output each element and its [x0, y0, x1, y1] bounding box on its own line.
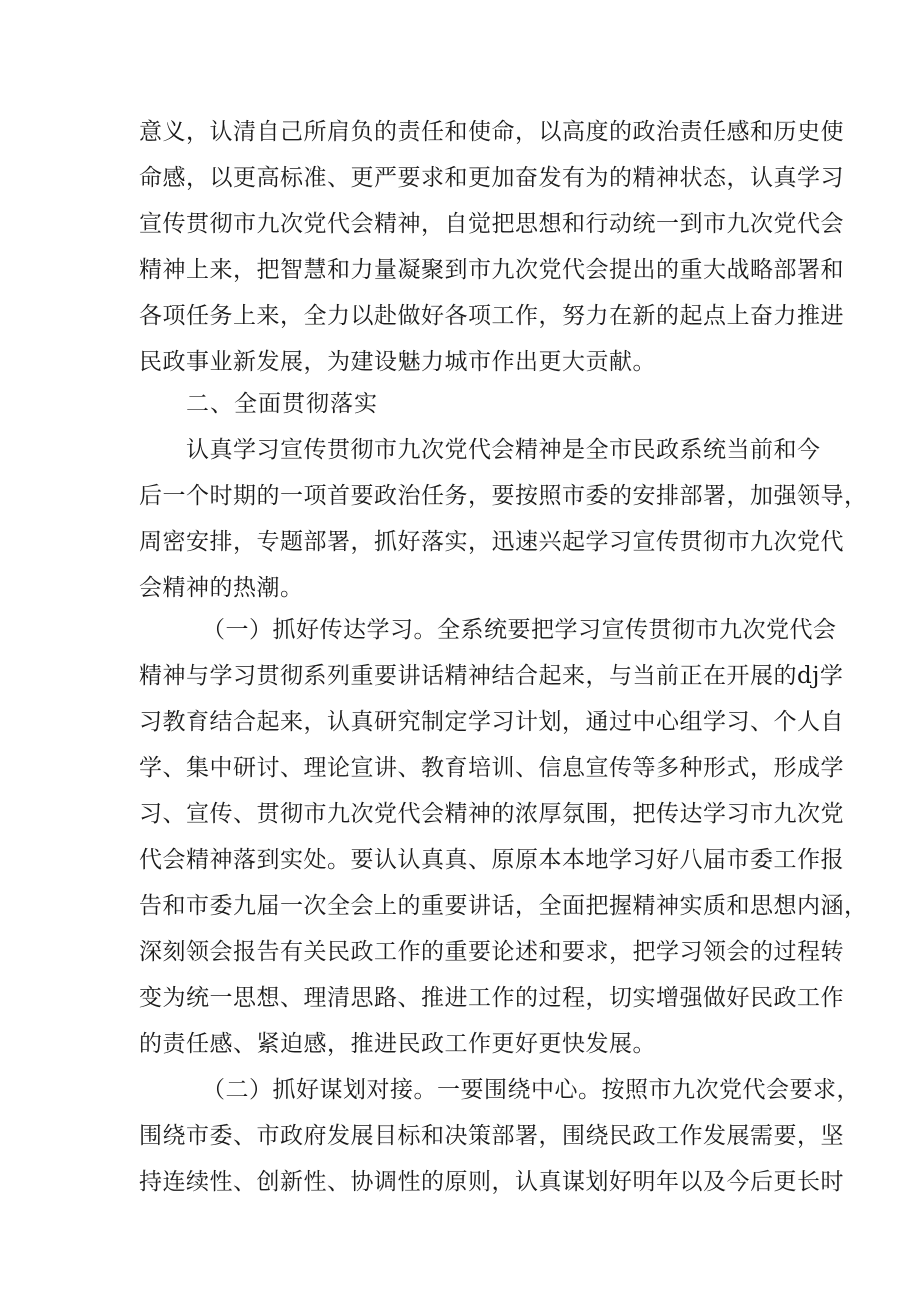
paragraph-line-23: 围绕市委、市政府发展目标和决策部署，围绕民政工作发展需要，坚	[139, 1123, 844, 1149]
paragraph-line-1: 意义，认清自己所肩负的责任和使命，以高度的政治责任感和历史使	[139, 119, 844, 145]
paragraph-line-10: 周密安排，专题部署，抓好落实，迅速兴起学习宣传贯彻市九次党代	[139, 529, 844, 555]
paragraph-line-6: 民政事业新发展，为建设魅力城市作出更大贡献。	[139, 349, 656, 375]
section-heading: 二、全面贯彻落实	[186, 391, 378, 417]
paragraph-line-19: 深刻领会报告有关民政工作的重要论述和要求，把学习领会的过程转	[139, 939, 844, 965]
paragraph-line-2: 命感，以更高标准、更严要求和更加奋发有为的精神状态，认真学习	[139, 165, 844, 191]
paragraph-line-20: 变为统一思想、理清思路、推进工作的过程，切实增强做好民政工作	[139, 985, 844, 1011]
paragraph-line-14: 习教育结合起来，认真研究制定学习计划，通过中心组学习、个人自	[139, 709, 844, 735]
paragraph-line-9: 后一个时期的一项首要政治任务，要按照市委的安排部署，加强领导，	[139, 483, 868, 509]
paragraph-line-18: 告和市委九届一次全会上的重要讲话，全面把握精神实质和思想内涵，	[139, 893, 868, 919]
paragraph-line-3: 宣传贯彻市九次党代会精神，自觉把思想和行动统一到市九次党代会	[139, 211, 844, 237]
subsection-line-1: （一）抓好传达学习。全系统要把学习宣传贯彻市九次党代会	[202, 617, 837, 643]
paragraph-line-15: 学、集中研讨、理论宣讲、教育培训、信息宣传等多种形式，形成学	[139, 755, 844, 781]
paragraph-line-17: 代会精神落到实处。要认认真真、原原本本地学习好八届市委工作报	[139, 847, 844, 873]
paragraph-line-11: 会精神的热潮。	[139, 575, 304, 601]
paragraph-line-4: 精神上来，把智慧和力量凝聚到市九次党代会提出的重大战略部署和	[139, 257, 844, 283]
paragraph-line-8: 认真学习宣传贯彻市九次党代会精神是全市民政系统当前和今	[186, 437, 821, 463]
paragraph-line-5: 各项任务上来，全力以赴做好各项工作，努力在新的起点上奋力推进	[139, 303, 844, 329]
paragraph-line-21: 的责任感、紧迫感，推进民政工作更好更快发展。	[139, 1031, 656, 1057]
paragraph-line-16: 习、宣传、贯彻市九次党代会精神的浓厚氛围，把传达学习市九次党	[139, 801, 844, 827]
paragraph-line-24: 持连续性、创新性、协调性的原则，认真谋划好明年以及今后更长时	[139, 1169, 844, 1195]
paragraph-line-13: 精神与学习贯彻系列重要讲话精神结合起来，与当前正在开展的dj学	[139, 663, 844, 689]
subsection-line-2: （二）抓好谋划对接。一要围绕中心。按照市九次党代会要求，	[202, 1077, 860, 1103]
